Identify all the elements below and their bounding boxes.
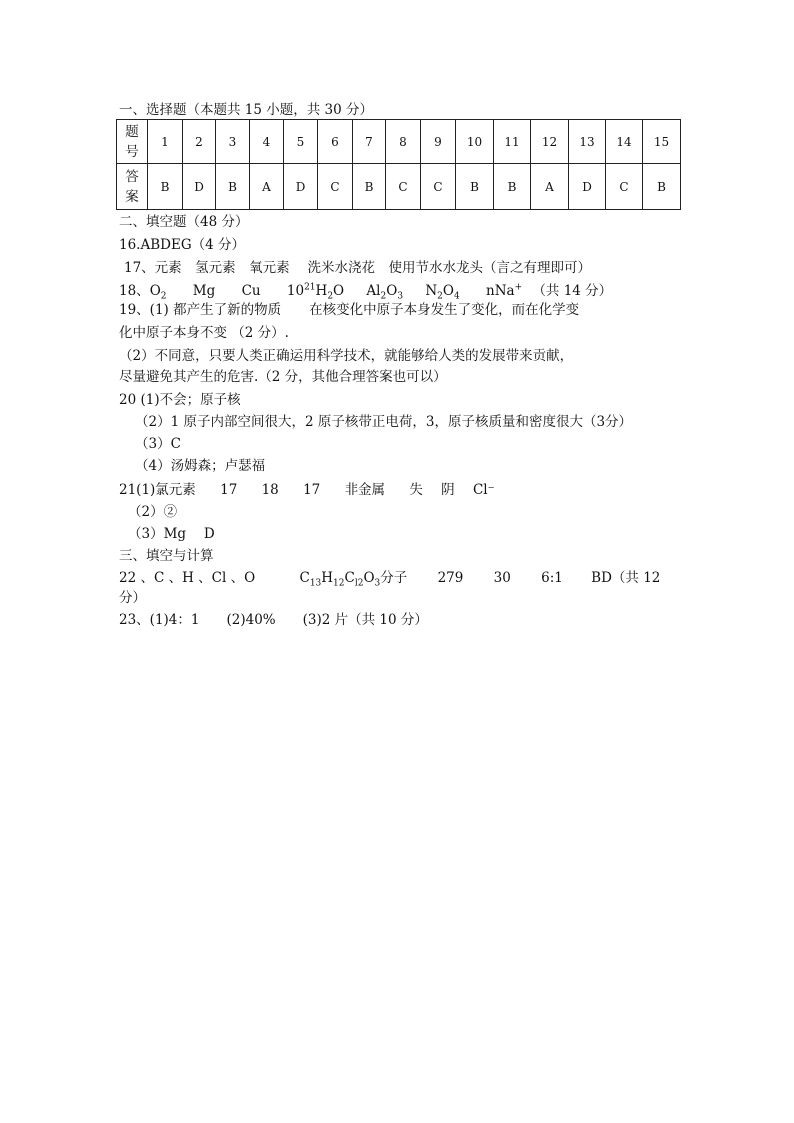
q-number: 7 (353, 120, 386, 164)
q-number: 10 (456, 120, 494, 164)
answer-cell: C (606, 164, 643, 210)
q-number: 14 (606, 120, 643, 164)
answer-22-line2: 分） (119, 590, 146, 606)
row-label-answer: 答 案 (117, 164, 148, 210)
section3-title: 三、填空与计算 (119, 548, 214, 564)
answer-21-line3: （3）Mg D (128, 526, 215, 542)
answer-21-line2: （2）② (128, 504, 178, 520)
answer-20-line3: （3）C (135, 436, 181, 452)
answer-cell: A (250, 164, 284, 210)
answer-19-line3: （2）不同意，只要人类正确运用科学技术，就能够给人类的发展带来贡献， (119, 348, 574, 364)
answer-17: 17、元素 氢元素 氧元素 洗米水浇花 使用节水水龙头（言之有理即可） (124, 260, 591, 276)
q-number: 2 (183, 120, 216, 164)
answer-20-line2: （2）1 原子内部空间很大，2 原子核带正电荷，3，原子核质量和密度很大（3分） (135, 414, 633, 430)
answer-cell: B (216, 164, 250, 210)
section1-title: 一、选择题（本题共 15 小题，共 30 分） (119, 102, 374, 118)
answer-19-line1: 19、(1) 都产生了新的物质 在核变化中原子本身发生了变化，而在化学变 (119, 302, 580, 318)
q-number: 8 (386, 120, 421, 164)
question-number-row (117, 120, 681, 164)
answer-cell: B (494, 164, 531, 210)
q-number: 9 (421, 120, 456, 164)
answer-table (116, 119, 681, 210)
q-number: 12 (531, 120, 569, 164)
answer-20-line4: （4）汤姆森；卢瑟福 (135, 458, 266, 474)
q-number: 6 (318, 120, 353, 164)
answer-cell: D (569, 164, 606, 210)
answer-20-line1: 20 (1)不会；原子核 (119, 392, 241, 408)
answer-22-line1: 22 、C 、H 、Cl 、O $C_{13}H_{12}C_{l2}O_3$分子 279 30 6:1 BD（共 12 (119, 570, 661, 589)
answer-23: 23、(1)4：1 (2)40% (3)2 片（共 10 分） (119, 612, 428, 628)
section2-title: 二、填空题（48 分） (119, 214, 249, 230)
answer-cell: B (643, 164, 681, 210)
q-number: 3 (216, 120, 250, 164)
answer-cell: A (531, 164, 569, 210)
answer-19-line4: 尽量避免其产生的危害.（2 分，其他合理答案也可以） (119, 369, 447, 385)
answer-cell: B (353, 164, 386, 210)
answer-21-line1: 21(1)氯元素 17 18 17 非金属 失 阴 Cl⁻ (119, 482, 495, 498)
row-label-question: 题 号 (117, 120, 148, 164)
answer-19-line2: 化中原子本身不变 （2 分）. (119, 325, 289, 341)
q-number: 5 (284, 120, 318, 164)
q-number: 1 (148, 120, 183, 164)
answer-cell: D (284, 164, 318, 210)
answer-row (117, 164, 681, 210)
q-number: 15 (643, 120, 681, 164)
q-number: 11 (494, 120, 531, 164)
answer-18: 18、$O_2$ Mg Cu $10^{21}H_2O$ $Al_2O_3$ $N_2O_4$ nNa+ （共 14 分） (119, 282, 613, 302)
answer-cell: B (456, 164, 494, 210)
q-number: 13 (569, 120, 606, 164)
answer-16: 16.ABDEG（4 分） (119, 237, 245, 253)
answer-cell: C (421, 164, 456, 210)
answer-cell: B (148, 164, 183, 210)
answer-cell: C (318, 164, 353, 210)
answer-cell: D (183, 164, 216, 210)
q-number: 4 (250, 120, 284, 164)
answer-cell: C (386, 164, 421, 210)
